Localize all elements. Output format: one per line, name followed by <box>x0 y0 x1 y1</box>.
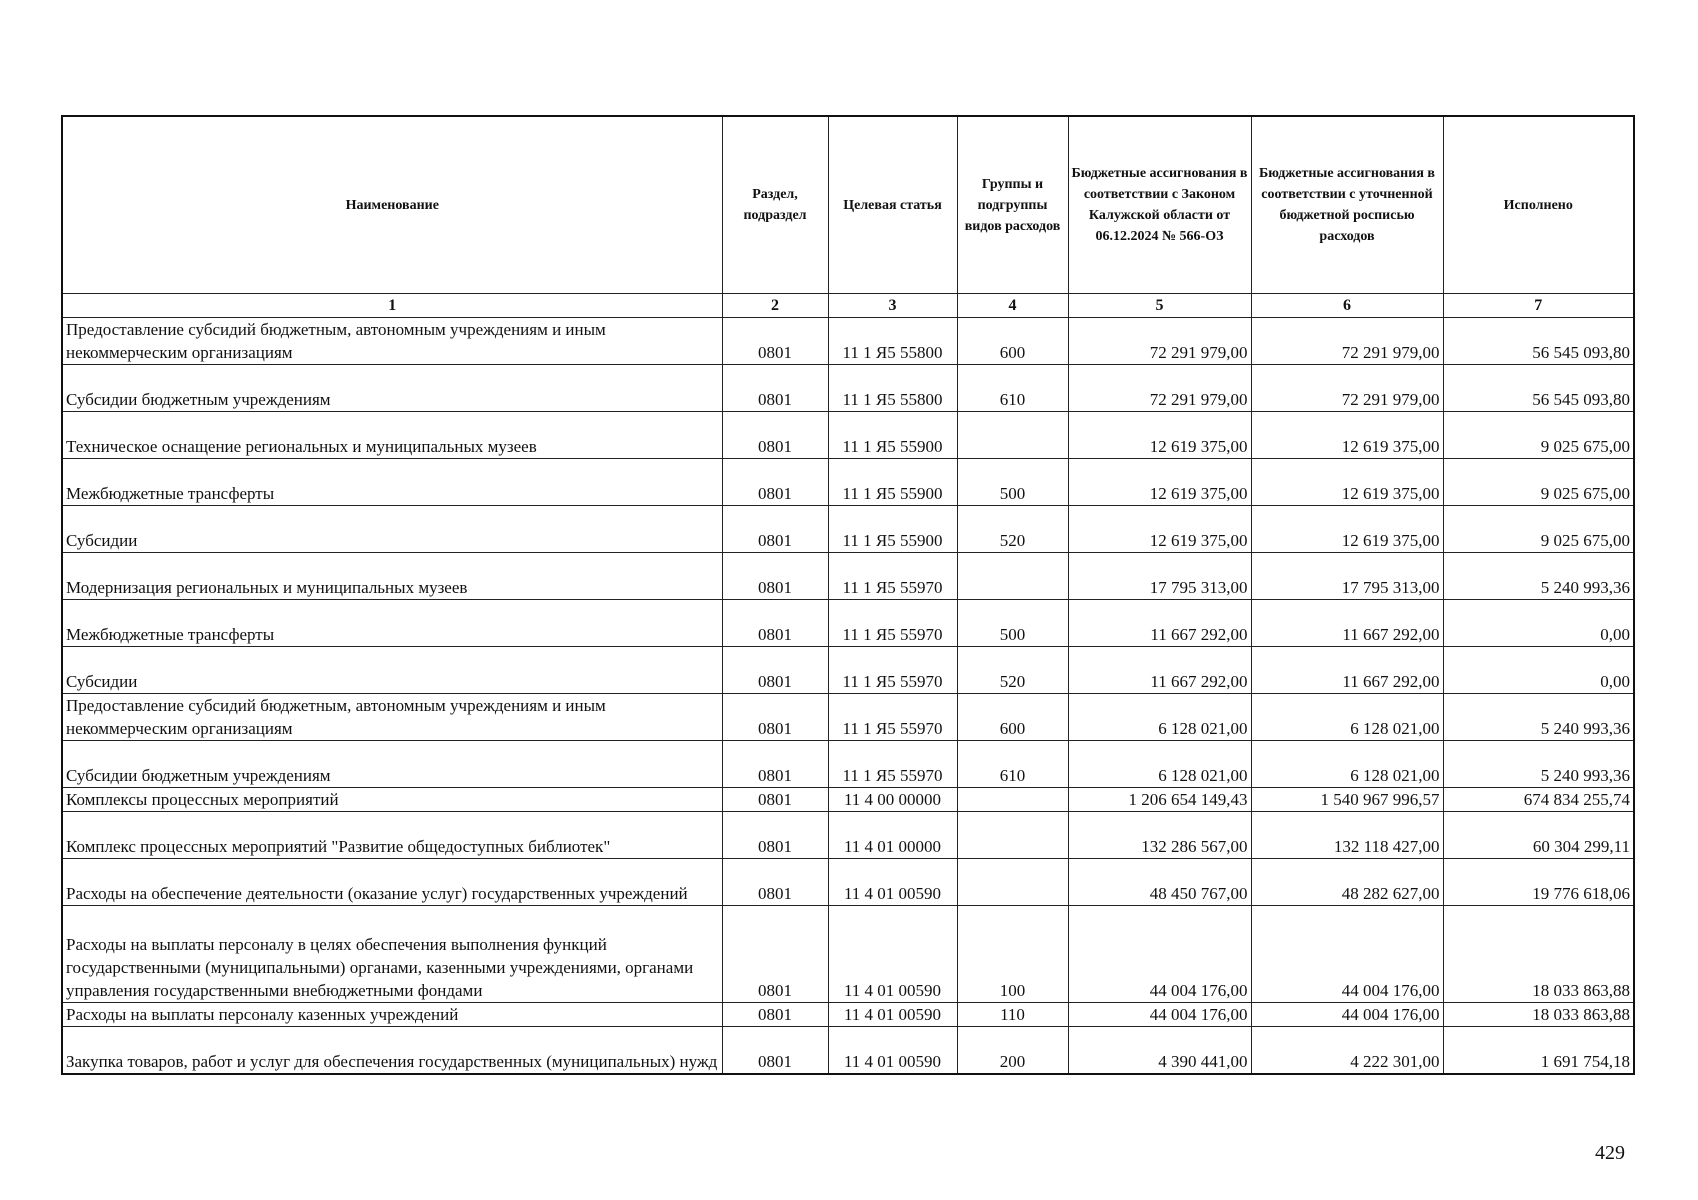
row-name: Субсидии <box>62 506 722 553</box>
row-name: Субсидии бюджетным учреждениям <box>62 365 722 412</box>
row-refined-amount: 17 795 313,00 <box>1251 553 1443 600</box>
table-row <box>62 1027 1634 1075</box>
row-executed-amount: 0,00 <box>1443 600 1634 647</box>
row-section: 0801 <box>722 859 828 906</box>
row-group: 600 <box>957 694 1068 741</box>
row-refined-amount: 48 282 627,00 <box>1251 859 1443 906</box>
row-name: Закупка товаров, работ и услуг для обеспечения государственных (муниципальных) нужд <box>62 1027 722 1075</box>
row-section: 0801 <box>722 788 828 812</box>
row-executed-amount: 674 834 255,74 <box>1443 788 1634 812</box>
table-row <box>62 906 1634 1003</box>
row-article: 11 1 Я5 55800 <box>828 318 957 365</box>
row-group <box>957 788 1068 812</box>
row-executed-amount: 19 776 618,06 <box>1443 859 1634 906</box>
table-row <box>62 694 1634 741</box>
row-refined-amount: 4 222 301,00 <box>1251 1027 1443 1075</box>
row-section: 0801 <box>722 647 828 694</box>
row-article: 11 1 Я5 55970 <box>828 600 957 647</box>
row-article: 11 1 Я5 55900 <box>828 459 957 506</box>
row-section: 0801 <box>722 906 828 1003</box>
row-name: Расходы на обеспечение деятельности (оказание услуг) государственных учреждений <box>62 859 722 906</box>
row-law-amount: 48 450 767,00 <box>1068 859 1251 906</box>
col-number: 5 <box>1068 294 1251 318</box>
table-row <box>62 859 1634 906</box>
row-article: 11 4 01 00590 <box>828 1003 957 1027</box>
row-article: 11 4 01 00590 <box>828 906 957 1003</box>
table-row <box>62 365 1634 412</box>
row-law-amount: 72 291 979,00 <box>1068 318 1251 365</box>
row-executed-amount: 18 033 863,88 <box>1443 1003 1634 1027</box>
row-name: Межбюджетные трансферты <box>62 600 722 647</box>
row-name: Предоставление субсидий бюджетным, автономным учреждениям и иным некоммерческим организациям <box>62 318 722 365</box>
row-name: Расходы на выплаты персоналу казенных учреждений <box>62 1003 722 1027</box>
row-group: 500 <box>957 459 1068 506</box>
table-row <box>62 741 1634 788</box>
row-refined-amount: 6 128 021,00 <box>1251 741 1443 788</box>
row-refined-amount: 12 619 375,00 <box>1251 459 1443 506</box>
row-law-amount: 17 795 313,00 <box>1068 553 1251 600</box>
row-executed-amount: 9 025 675,00 <box>1443 506 1634 553</box>
row-group: 100 <box>957 906 1068 1003</box>
row-refined-amount: 72 291 979,00 <box>1251 318 1443 365</box>
row-law-amount: 11 667 292,00 <box>1068 647 1251 694</box>
row-article: 11 1 Я5 55970 <box>828 553 957 600</box>
row-executed-amount: 5 240 993,36 <box>1443 694 1634 741</box>
row-executed-amount: 18 033 863,88 <box>1443 906 1634 1003</box>
table-row <box>62 506 1634 553</box>
row-group: 200 <box>957 1027 1068 1075</box>
row-section: 0801 <box>722 318 828 365</box>
header-row <box>62 116 1634 294</box>
row-name: Субсидии бюджетным учреждениям <box>62 741 722 788</box>
row-executed-amount: 60 304 299,11 <box>1443 812 1634 859</box>
row-refined-amount: 72 291 979,00 <box>1251 365 1443 412</box>
col-header-section: Раздел, подраздел <box>722 116 828 294</box>
row-name: Техническое оснащение региональных и муниципальных музеев <box>62 412 722 459</box>
row-article: 11 1 Я5 55970 <box>828 694 957 741</box>
table-row <box>62 788 1634 812</box>
col-header-refined: Бюджетные ассигнования в соответствии с уточненной бюджетной росписью расходов <box>1251 116 1443 294</box>
row-law-amount: 132 286 567,00 <box>1068 812 1251 859</box>
row-refined-amount: 12 619 375,00 <box>1251 506 1443 553</box>
col-header-executed: Исполнено <box>1443 116 1634 294</box>
table-row <box>62 318 1634 365</box>
table-row <box>62 600 1634 647</box>
row-group: 600 <box>957 318 1068 365</box>
col-number: 4 <box>957 294 1068 318</box>
row-refined-amount: 1 540 967 996,57 <box>1251 788 1443 812</box>
row-section: 0801 <box>722 365 828 412</box>
row-section: 0801 <box>722 1027 828 1075</box>
row-law-amount: 72 291 979,00 <box>1068 365 1251 412</box>
budget-table <box>61 115 1635 1075</box>
row-law-amount: 4 390 441,00 <box>1068 1027 1251 1075</box>
row-law-amount: 11 667 292,00 <box>1068 600 1251 647</box>
row-article: 11 4 01 00590 <box>828 859 957 906</box>
row-refined-amount: 44 004 176,00 <box>1251 906 1443 1003</box>
row-executed-amount: 5 240 993,36 <box>1443 553 1634 600</box>
row-article: 11 1 Я5 55900 <box>828 412 957 459</box>
row-group <box>957 412 1068 459</box>
row-section: 0801 <box>722 600 828 647</box>
col-header-law: Бюджетные ассигнования в соответствии с Законом Калужской области от 06.12.2024 № 566-ОЗ <box>1068 116 1251 294</box>
row-name: Модернизация региональных и муниципальных музеев <box>62 553 722 600</box>
row-executed-amount: 56 545 093,80 <box>1443 365 1634 412</box>
col-number: 3 <box>828 294 957 318</box>
row-name: Комплексы процессных мероприятий <box>62 788 722 812</box>
col-header-name: Наименование <box>62 116 722 294</box>
row-law-amount: 12 619 375,00 <box>1068 506 1251 553</box>
row-name: Субсидии <box>62 647 722 694</box>
row-name: Предоставление субсидий бюджетным, автономным учреждениям и иным некоммерческим организациям <box>62 694 722 741</box>
col-header-article: Целевая статья <box>828 116 957 294</box>
table-row <box>62 412 1634 459</box>
row-section: 0801 <box>722 694 828 741</box>
row-section: 0801 <box>722 412 828 459</box>
row-section: 0801 <box>722 459 828 506</box>
row-law-amount: 6 128 021,00 <box>1068 694 1251 741</box>
row-section: 0801 <box>722 506 828 553</box>
row-law-amount: 1 206 654 149,43 <box>1068 788 1251 812</box>
row-section: 0801 <box>722 812 828 859</box>
row-refined-amount: 6 128 021,00 <box>1251 694 1443 741</box>
table-row <box>62 647 1634 694</box>
table-row <box>62 553 1634 600</box>
row-group: 610 <box>957 365 1068 412</box>
table-row <box>62 812 1634 859</box>
row-refined-amount: 132 118 427,00 <box>1251 812 1443 859</box>
page-number: 429 <box>1595 1142 1625 1164</box>
row-refined-amount: 11 667 292,00 <box>1251 600 1443 647</box>
row-law-amount: 44 004 176,00 <box>1068 906 1251 1003</box>
row-group <box>957 553 1068 600</box>
row-law-amount: 12 619 375,00 <box>1068 412 1251 459</box>
row-article: 11 1 Я5 55800 <box>828 365 957 412</box>
row-refined-amount: 11 667 292,00 <box>1251 647 1443 694</box>
row-law-amount: 6 128 021,00 <box>1068 741 1251 788</box>
row-executed-amount: 1 691 754,18 <box>1443 1027 1634 1075</box>
row-group <box>957 812 1068 859</box>
row-executed-amount: 56 545 093,80 <box>1443 318 1634 365</box>
row-refined-amount: 44 004 176,00 <box>1251 1003 1443 1027</box>
table-body <box>62 318 1634 1075</box>
row-article: 11 4 01 00590 <box>828 1027 957 1075</box>
col-number: 7 <box>1443 294 1634 318</box>
row-group: 500 <box>957 600 1068 647</box>
row-name: Межбюджетные трансферты <box>62 459 722 506</box>
row-executed-amount: 9 025 675,00 <box>1443 412 1634 459</box>
row-executed-amount: 0,00 <box>1443 647 1634 694</box>
row-article: 11 4 00 00000 <box>828 788 957 812</box>
row-section: 0801 <box>722 741 828 788</box>
row-group: 110 <box>957 1003 1068 1027</box>
row-executed-amount: 9 025 675,00 <box>1443 459 1634 506</box>
row-name: Комплекс процессных мероприятий "Развитие общедоступных библиотек" <box>62 812 722 859</box>
row-article: 11 1 Я5 55900 <box>828 506 957 553</box>
row-article: 11 1 Я5 55970 <box>828 741 957 788</box>
row-article: 11 4 01 00000 <box>828 812 957 859</box>
row-section: 0801 <box>722 553 828 600</box>
table-row <box>62 1003 1634 1027</box>
col-header-group: Группы и подгруппы видов расходов <box>957 116 1068 294</box>
row-group: 520 <box>957 647 1068 694</box>
col-number: 1 <box>62 294 722 318</box>
col-number: 6 <box>1251 294 1443 318</box>
table-row <box>62 459 1634 506</box>
row-name: Расходы на выплаты персоналу в целях обеспечения выполнения функций государственными (муниципальными) органами, казенными учреждениями, органами управления государственными внебюджетными фондами <box>62 906 722 1003</box>
row-group <box>957 859 1068 906</box>
row-section: 0801 <box>722 1003 828 1027</box>
col-number: 2 <box>722 294 828 318</box>
row-refined-amount: 12 619 375,00 <box>1251 412 1443 459</box>
column-number-row <box>62 294 1634 318</box>
row-law-amount: 44 004 176,00 <box>1068 1003 1251 1027</box>
row-executed-amount: 5 240 993,36 <box>1443 741 1634 788</box>
row-group: 610 <box>957 741 1068 788</box>
row-law-amount: 12 619 375,00 <box>1068 459 1251 506</box>
row-article: 11 1 Я5 55970 <box>828 647 957 694</box>
row-group: 520 <box>957 506 1068 553</box>
